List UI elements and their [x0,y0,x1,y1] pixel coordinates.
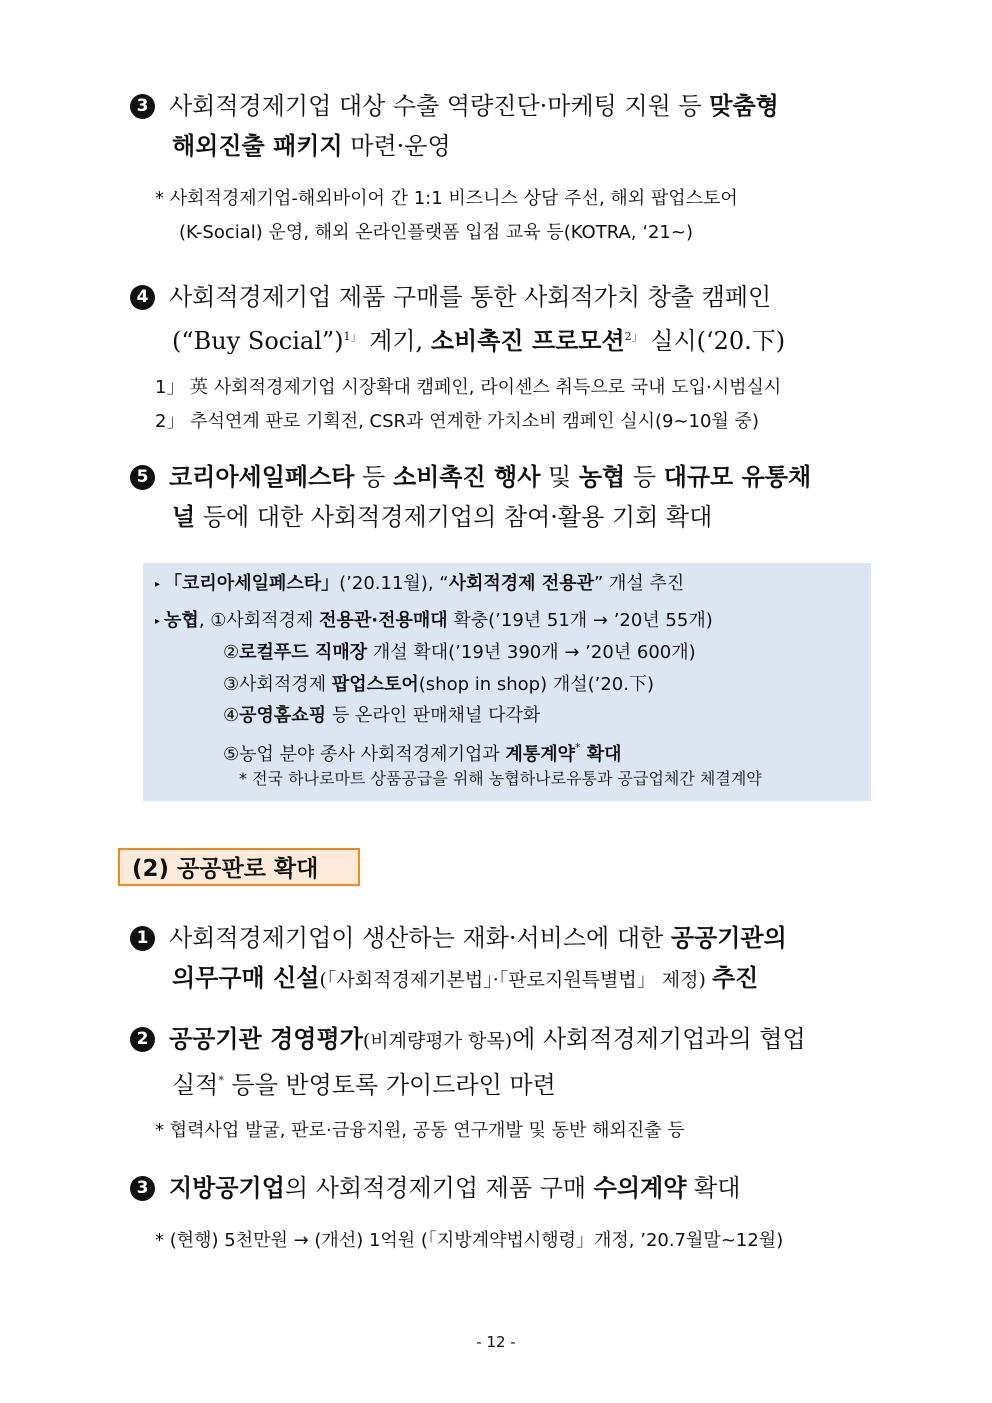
item-5-text-a: 등 [354,463,393,491]
box-row-4-text-a: ③사회적경제 [223,674,332,695]
item-4-buy-social: (“Buy Social”) [172,327,344,355]
box-row-1-text-a: (’20.11월), “ [339,573,449,594]
item-5-text-d: 등에 대한 사회적경제기업의 참여·활용 기회 확대 [195,503,713,531]
number-2-icon: 2 [130,1027,155,1052]
number-5-icon: 5 [130,465,155,490]
box-row-3-text: 개설 확대(’19년 390개 → ’20년 600개) [367,642,696,663]
item-3-note [155,182,875,250]
footnote-1: 1」 英 사회적경제기업 시장확대 캠페인, 라이센스 취득으로 국내 도입·시범실시 [155,377,782,398]
box-row-6-bold-a: 계통계약 [505,744,576,765]
box-row-1-text-b: ” 개설 추진 [593,573,685,594]
box-row-3-bold: 로컬푸드 직매장 [239,642,368,663]
public-item-2 [130,1019,875,1105]
box-row-3-num: ② [223,642,240,663]
item-3-note-line-1: * 사회적경제기업-해외바이어 간 1:1 비즈니스 상담 주선, 해외 팝업스토어 [155,188,738,209]
public-item-2-text-b: 실적 [172,1071,219,1099]
box-row-5 [223,701,540,731]
number-3-icon: 3 [130,1176,155,1201]
public-item-2-asterisk: * [218,1074,224,1087]
box-row-2-bold-b: 전용관·전용매대 [319,610,448,631]
box-row-6-asterisk: * [575,741,581,754]
item-5-text-b: 및 [540,463,579,491]
public-item-2-text-c: 등을 반영토록 가이드라인 마련 [223,1071,556,1099]
section-title: (2) 공공판로 확대 [118,848,360,886]
box-row-2-text-a: , ①사회적경제 [198,610,320,631]
box-row-6-text-a: ⑤농업 분야 종사 사회적경제기업과 [223,744,506,765]
box-row-1 [155,569,684,600]
box-row-3 [223,638,696,668]
public-item-2-note-text: * 협력사업 발굴, 판로·금융지원, 공동 연구개발 및 동반 해외진출 등 [155,1120,685,1141]
public-item-1-bold-a: 공공기관의 [670,923,787,952]
public-item-3-note [155,1224,875,1258]
box-row-6-bold-b: 확대 [580,744,622,765]
box-row-5-bold: 공영홈쇼핑 [239,705,327,726]
public-item-2-bold: 공공기관 경영평가 [169,1024,363,1053]
item-3 [130,86,875,166]
number-3-icon: 3 [130,94,155,119]
info-box [143,563,871,801]
box-row-4-text-b: (shop in shop) 개설(’20.下) [418,674,655,695]
box-row-2-text-b: 확충(’19년 51개 → ’20년 55개) [447,610,713,631]
public-item-3-text-b: 확대 [686,1174,741,1202]
public-item-3 [130,1168,875,1208]
number-1-icon: 1 [130,926,155,951]
public-item-3-text-a: 의 사회적경제기업 제품 구매 [284,1174,594,1202]
item-4-bold: 소비촉진 프로모션 [430,326,625,355]
item-5-bold-b: 소비촉진 행사 [392,462,541,491]
public-item-1-bold-c: 추진 [711,963,759,992]
public-item-1-text-a: 사회적경제기업이 생산하는 재화·서비스에 대한 [169,924,671,952]
public-item-2-note [155,1114,875,1148]
item-3-bold-b: 해외진출 패키지 [172,131,343,160]
box-row-1-bold-b: 사회적경제 전용관 [448,573,594,594]
box-row-4 [223,670,654,700]
public-item-3-note-text: * (현행) 5천만원 → (개선) 1억원 (「지방계약법시행령」개정, ’20.7월말~12월) [155,1230,784,1251]
item-4-text-b: 계기, [361,327,431,355]
item-5-text-c: 등 [625,463,664,491]
public-item-1 [130,918,875,1000]
footnote-ref-2: 2」 [624,330,643,343]
number-4-icon: 4 [130,285,155,310]
item-5-bold-a: 코리아세일페스타 [169,462,355,491]
public-item-1-bold-b: 의무구매 신설 [172,963,320,992]
public-item-3-bold-b: 수의계약 [593,1173,687,1202]
public-item-2-paren: (비계량평가 항목) [362,1030,513,1052]
item-4-text-c: 실시(‘20.下) [642,327,786,355]
box-row-4-bold: 팝업스토어 [331,674,419,695]
public-item-3-bold-a: 지방공기업 [169,1173,285,1202]
item-3-text-a: 사회적경제기업 대상 수출 역량진단·마케팅 지원 등 [169,92,710,120]
box-row-2-bold-a: 농협 [164,610,199,631]
public-item-2-text-a: 에 사회적경제기업과의 협업 [512,1025,806,1053]
box-row-7-note: * 전국 하나로마트 상품공급을 위해 농협하나로유통과 공급업체간 체결계약 [239,769,762,788]
bullet-triangle-icon: ▸ [155,579,161,590]
page-number: - 12 - [476,1333,516,1351]
item-4 [130,277,875,361]
item-5 [130,457,875,537]
item-3-text-b: 마련·운영 [342,132,451,160]
item-5-bold-d: 대규모 유통채 [663,462,812,491]
box-row-5-text: 등 온라인 판매채널 다각화 [326,705,541,726]
item-5-bold-c: 농협 [578,462,626,491]
public-item-1-laws: (「사회적경제기본법」·「판로지원특별법」 제정) [319,969,712,991]
item-3-note-line-2: (K-Social) 운영, 해외 온라인플랫폼 입점 교육 등(KOTRA, ‘21~) [179,222,693,243]
item-3-bold-a: 맞춤형 [709,91,779,120]
footnote-2: 2」 추석연계 판로 기획전, CSR과 연계한 가치소비 캠페인 실시(9~10월 중) [155,411,759,432]
box-row-1-bold-a: 「코리아세일페스타」 [164,573,340,594]
bullet-triangle-icon: ▸ [155,616,161,627]
item-5-bold-e: 널 [172,502,196,531]
footnote-ref-1: 1」 [343,330,362,343]
box-row-5-num: ④ [223,705,240,726]
item-4-footnotes [155,371,875,439]
item-4-text-a: 사회적경제기업 제품 구매를 통한 사회적가치 창출 캠페인 [169,283,772,311]
box-row-2 [155,606,713,637]
